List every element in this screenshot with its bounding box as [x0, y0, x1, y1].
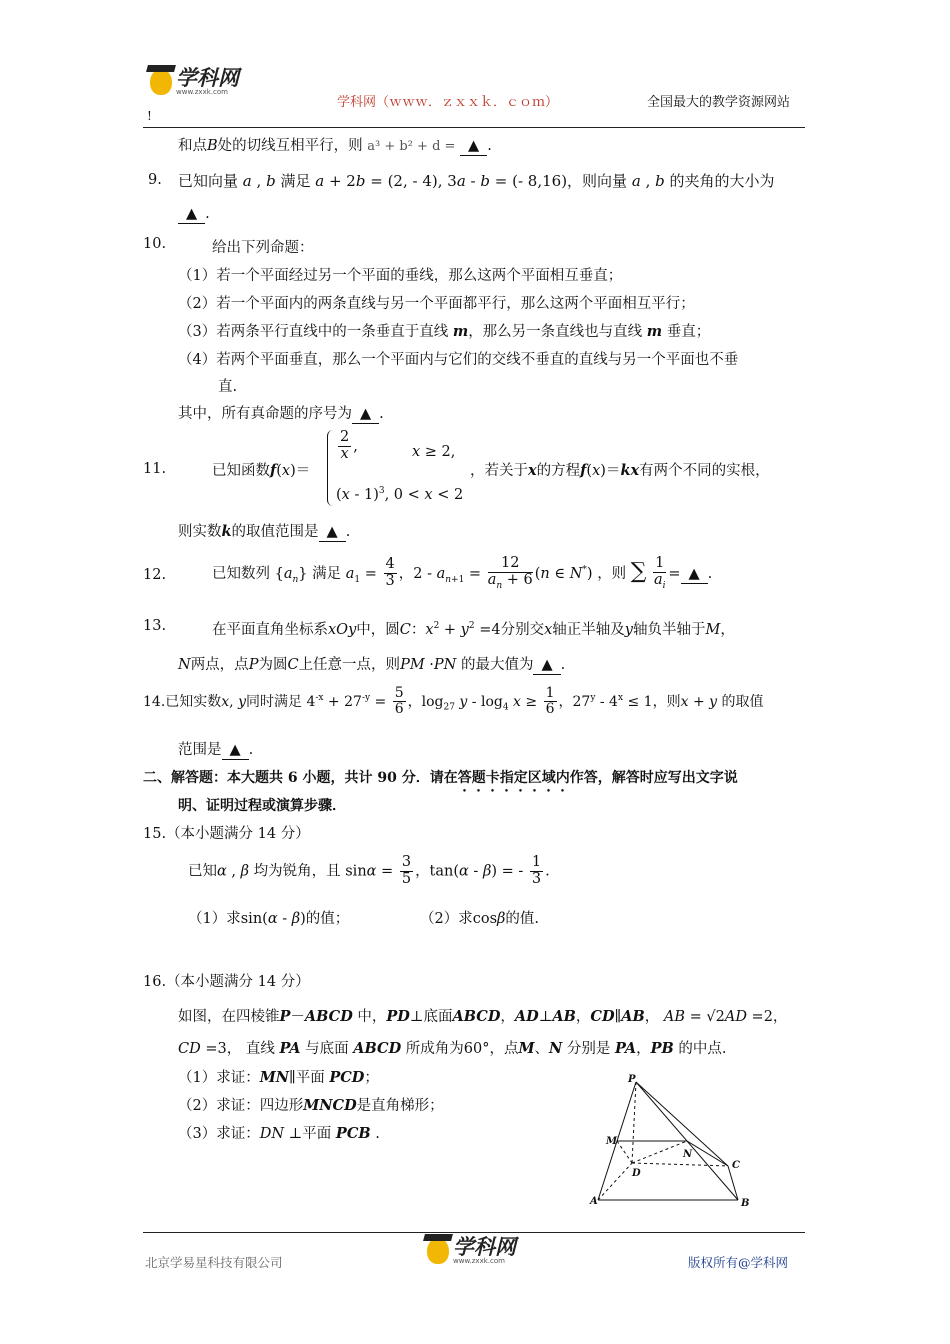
label-M: M — [606, 1136, 618, 1147]
pyramid-figure — [588, 1070, 768, 1212]
q16-part3: （3）求证：DN ⊥平面 PCB . — [178, 1125, 380, 1142]
header-center[interactable]: 学科网（ｗｗｗ．ｚｘｘｋ．ｃｏｍ） — [337, 95, 559, 110]
footer-left: 北京学易星科技有限公司 — [145, 1255, 283, 1270]
q16-header: 16.（本小题满分 14 分） — [143, 974, 310, 990]
mascot-icon — [427, 1238, 449, 1264]
section2-heading: 二、解答题：本大题共 6 小题，共计 90 分．请在答题卡指定区域内作答，解答时应写出文字说 — [143, 770, 738, 786]
q9-number: 9. — [148, 172, 162, 188]
q13-number: 13. — [143, 618, 167, 634]
label-A: A — [590, 1196, 598, 1207]
q15-header: 15.（本小题满分 14 分） — [143, 826, 310, 842]
q15-part1: （1）求sin(α - β)的值； — [188, 911, 350, 927]
q11-line-a: 已知函数f(x)＝ — [212, 462, 311, 479]
answer-blank: ▲ — [460, 139, 487, 156]
label-C: C — [732, 1160, 740, 1171]
footer-logo-url: www.zxxk.com — [453, 1257, 505, 1265]
q16-part1: （1）求证：MN∥平面 PCD； — [178, 1069, 379, 1086]
q16-part2: （2）求证：四边形MNCD是直角梯形； — [178, 1097, 444, 1114]
q15-line: 已知α , β 均为锐角，且 sinα = $\frac{3}{5}$ ，tan(α - β) = - $\frac{1}{3}$ . — [188, 854, 550, 887]
q10-item-1: （1）若一个平面经过另一个平面的垂线，那么这两个平面相互垂直； — [178, 268, 623, 284]
piece-2: (x - 1)$^3$, 0 < x < 2 — [336, 486, 464, 503]
q16-line-2: CD =3， 直线 PA 与底面 ABCD 所成角为60°，点M、N 分别是 PA，PB 的中点. — [178, 1040, 727, 1057]
q11-line-c: 则实数k的取值范围是 ▲ . — [178, 523, 351, 540]
q15-part2: （2）求cosβ的值. — [420, 911, 540, 927]
q11-line-b: ，若关于x的方程f(x)＝kx有两个不同的实根， — [470, 462, 770, 479]
q11-number: 11. — [143, 461, 167, 477]
q12-number: 12. — [143, 567, 167, 583]
footer-right[interactable]: 版权所有@学科网 — [688, 1255, 789, 1270]
mascot-icon — [150, 69, 172, 95]
q14-line-b: 范围是 ▲ . — [178, 742, 254, 758]
q10-ending: 其中，所有真命题的序号为 ▲ . — [178, 406, 384, 422]
q14-line: 14.已知实数x, y同时满足 $4^{-x} + 27^{-y}$ = $\frac{5}{6}$ ，$\log_{27} y - \log_4 x$ ≥ $\frac{1}{6}$ ，$27^y - 4^x \le 1$，则x + y 的取值 — [143, 685, 764, 718]
piecewise-brace — [327, 430, 335, 506]
q10-item-2: （2）若一个平面内的两条直线与另一个平面都平行，那么这两个平面相互平行； — [178, 296, 695, 312]
logo-text: 学科网 — [176, 66, 239, 90]
header-divider — [143, 127, 805, 128]
q13-line-b: N两点，点P为圆C上任意一点，则PM ·PN 的最大值为 ▲ . — [178, 657, 566, 673]
q10-item-4: （4）若两个平面垂直，那么一个平面内与它们的交线不垂直的直线与另一个平面也不垂 — [178, 352, 739, 368]
footer-divider — [143, 1232, 805, 1233]
footer-logo[interactable] — [427, 1237, 516, 1265]
section2-heading-cont: 明、证明过程或演算步骤． — [178, 798, 346, 814]
q9-line: 已知向量 a , b 满足 a + 2b = (2, - 4), 3a - b = (- 8,16)，则向量 a , b 的夹角的大小为 — [178, 172, 775, 190]
q10-item-3: （3）若两条平行直线中的一条垂直于直线 m，那么另一条直线也与直线 m 垂直； — [178, 323, 711, 340]
piece-1: $\frac{2}{x}$ , — [340, 429, 358, 462]
q10-item-4-cont: 直. — [218, 379, 238, 395]
label-N: N — [683, 1149, 693, 1160]
q13-line-a: 在平面直角坐标系xOy中，圆C：$x^2 + y^2 =4$分别交x轴正半轴及y轴负半轴于M， — [212, 621, 735, 638]
piece-1-cond: x ≥ 2, — [412, 444, 456, 460]
header-logo[interactable] — [150, 68, 239, 96]
label-B: B — [741, 1198, 750, 1209]
footer-logo-text: 学科网 — [453, 1235, 516, 1259]
q10-number: 10. — [143, 236, 167, 252]
logo-url: www.zxxk.com — [176, 88, 228, 96]
header-right: 全国最大的教学资源网站 — [647, 95, 791, 110]
q16-line-1: 如图，在四棱锥P－ABCD 中，PD⊥底面ABCD，AD⊥AB，CD∥AB， AB = √2AD =2， — [178, 1008, 788, 1025]
label-P: P — [628, 1074, 636, 1085]
q8-line: 和点B处的切线互相平行，则 a³ + b² + d = ▲ . — [178, 138, 492, 154]
header-mark: ! — [147, 109, 152, 123]
label-D: D — [632, 1168, 641, 1179]
q10-intro: 给出下列命题： — [212, 240, 314, 256]
q12-line: 已知数列 $\{a_n\}$ 满足 $a_1$ = $\frac{4}{3}$ ，$2 - a_{n+1}$ = $\frac{12}{a_n + 6}$ (n ∈ N*) ，则 ∑ $\frac{1}{a_i}$ = ▲ . — [212, 555, 713, 591]
q9-answer: ▲ . — [178, 206, 210, 224]
